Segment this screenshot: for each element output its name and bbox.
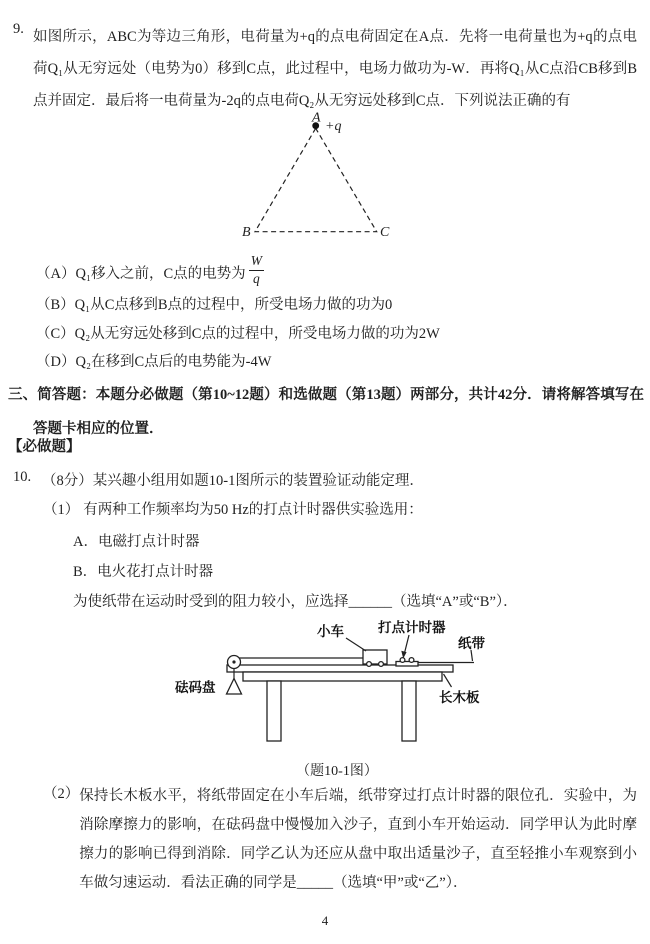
vertex-a-label: A (312, 111, 321, 126)
table-leg-left (267, 681, 281, 741)
cart-pointer-line (346, 638, 366, 651)
tape-pointer-line (471, 650, 473, 661)
part-1 (43, 498, 423, 519)
option-d-label: （D） (36, 354, 76, 370)
board-shape (227, 665, 453, 672)
cart-wheel-right (379, 662, 384, 667)
part-1-fill-blank: 为使纸带在运动时受到的阻力较小，应选择______（选填“A”或“B”）． (73, 594, 518, 610)
board-pointer-line (444, 674, 452, 687)
vertex-c-label: C (380, 225, 390, 240)
option-c-text: Q₂从无穷远处移到C点的过程中，所受电场力做的功为2W (74, 326, 440, 342)
cart-shape (363, 650, 387, 664)
pan-shape (227, 679, 242, 695)
page-number: 4 (321, 913, 329, 928)
apparatus-figure (160, 614, 500, 744)
option-b-text: Q₁从C点移到B点的过程中，所受电场力做的功为0 (74, 297, 393, 313)
table-top-shape (243, 672, 442, 681)
question-9 (13, 21, 637, 117)
potential-fraction (249, 254, 264, 287)
option-a (36, 249, 264, 287)
option-d (36, 350, 271, 371)
question-10-number: 10. (13, 469, 32, 485)
option-a-label: （A） (36, 266, 76, 282)
part-2-label: （2） (43, 786, 80, 802)
charge-label: +q (325, 119, 342, 134)
option-a-text: Q₁移入之前，C点的电势为 (75, 266, 246, 282)
triangle-figure (237, 111, 397, 246)
figure-caption: （题10-1图） (296, 764, 378, 779)
part-2-text: 保持长木板水平，将纸带固定在小车后端，纸带穿过打点计时器的限位孔．实验中，为消除摩擦力的影响，在砝码盘中慢慢加入沙子，直到小车开始运动．同学甲认为此时摩擦力的影响已得到消除．同学乙认为还应从盘中取出适量沙子，直至轻推小车观察到小车做匀速运动．看法正确的同学是_____（选填“甲”或“乙”）． (79, 788, 637, 891)
pan-label: 砝码盘 (175, 680, 216, 695)
triangle-outline (255, 128, 377, 231)
timer-shape (396, 662, 418, 667)
question-9-number: 9. (13, 21, 24, 37)
vertex-b-label: B (242, 225, 251, 240)
required-section-header: 【必做题】 (8, 439, 81, 455)
fraction-denominator: q (252, 271, 260, 287)
question-10 (13, 469, 637, 490)
timer-choice-a: A．电磁打点计时器 (73, 534, 200, 550)
option-b-label: （B） (36, 297, 75, 313)
question-10-intro: （8分）某兴趣小组用如题10-1图所示的装置验证动能定理． (42, 473, 424, 489)
timer-knob-left (400, 658, 405, 663)
option-c-label: （C） (36, 326, 75, 342)
fraction-numerator: W (249, 254, 264, 271)
timer-knob-right (409, 658, 414, 663)
board-label: 长木板 (439, 690, 480, 705)
table-leg-right (402, 681, 416, 741)
tape-label: 纸带 (458, 636, 485, 651)
question-9-text: 如图所示，ABC为等边三角形，电荷量为+q的点电荷固定在A点．先将一电荷量也为+q的点电荷Q₁从无穷远处（电势为0）移到C点，此过程中，电场力做功为-W．再将Q₁从C点沿CB移到B点并固定．最后将一电荷量为-2q的点电荷Q₂从无穷远处移到C点．下列说法正确的有 (33, 29, 637, 109)
option-c (36, 322, 440, 343)
timer-label: 打点计时器 (378, 620, 446, 635)
cart-wheel-left (367, 662, 372, 667)
part-1-label: （1） (43, 502, 80, 518)
option-b (36, 293, 392, 314)
timer-choice-b: B．电火花打点计时器 (73, 564, 214, 580)
part-2 (43, 782, 637, 898)
pulley-axle (232, 660, 235, 663)
part-1-text: 有两种工作频率均为50 Hz的打点计时器供实验选用： (83, 502, 423, 518)
option-d-text: Q₂在移到C点后的电势能为-4W (75, 354, 272, 370)
section-3-header: 三、简答题：本题分必做题（第10~12题）和选做题（第13题）两部分，共计42分．请将解答填写在答题卡相应的位置． (8, 387, 644, 437)
cart-label: 小车 (317, 624, 344, 639)
